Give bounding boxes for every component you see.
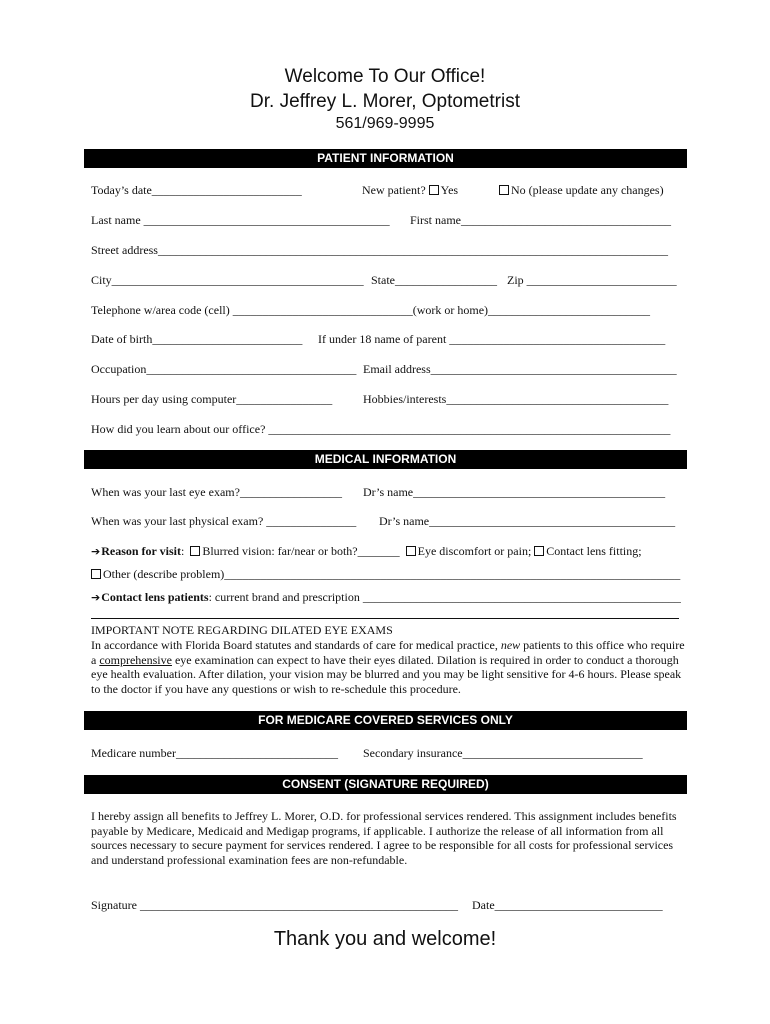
medicare-band: FOR MEDICARE COVERED SERVICES ONLY bbox=[84, 711, 687, 730]
city-field[interactable]: City__________________________________________ bbox=[91, 273, 364, 287]
parent-name-field[interactable]: If under 18 name of parent ____________________________________ bbox=[318, 332, 666, 346]
last-physical-field[interactable]: When was your last physical exam? _______________ bbox=[91, 514, 357, 528]
telephone-field[interactable]: Telephone w/area code (cell) ______________________________(work or home)___________________________ bbox=[91, 303, 651, 317]
todays-date-field[interactable]: Today’s date_________________________ bbox=[91, 183, 302, 197]
new-patient-label: New patient? bbox=[362, 183, 426, 197]
occupation-field[interactable]: Occupation___________________________________ bbox=[91, 362, 357, 376]
secondary-insurance-field[interactable]: Secondary insurance______________________________ bbox=[363, 746, 643, 760]
no-option bbox=[499, 183, 664, 197]
thank-you-message: Thank you and welcome! bbox=[273, 928, 497, 950]
reason-colon: : bbox=[181, 544, 185, 558]
physician-name-field[interactable]: Dr’s name_________________________________________ bbox=[379, 514, 676, 528]
dilation-note-title: IMPORTANT NOTE REGARDING DILATED EYE EXAMS bbox=[91, 623, 393, 637]
first-name-field[interactable]: First name___________________________________ bbox=[410, 213, 671, 227]
hobbies-field[interactable]: Hobbies/interests_____________________________________ bbox=[363, 392, 669, 406]
patient-information-band: PATIENT INFORMATION bbox=[84, 149, 687, 168]
contact-lens-row bbox=[91, 590, 681, 605]
arrow-right-icon: ➔ bbox=[91, 591, 101, 604]
eye-doctor-name-field[interactable]: Dr’s name__________________________________________ bbox=[363, 485, 666, 499]
other-checkbox-icon[interactable] bbox=[91, 569, 101, 579]
state-field[interactable]: State_________________ bbox=[371, 273, 497, 287]
medicare-number-field[interactable]: Medicare number___________________________ bbox=[91, 746, 338, 760]
consent-text: I hereby assign all benefits to Jeffrey L. Morer, O.D. for professional services rendered. This assignment includes benefits payable by Medicare, Medicaid and Medigap programs, if applicable. I authorize the release of all information from all sources necessary to secure payment for services rendered. I agree to be responsible for all costs for professional services and understand professional examination fees are non-refundable. bbox=[91, 809, 677, 868]
reason-label: Reason for visit bbox=[101, 544, 181, 558]
eye-discomfort-checkbox-icon[interactable] bbox=[406, 546, 416, 556]
office-phone: 561/969-9995 bbox=[335, 115, 435, 132]
contact-fitting-label: Contact lens fitting; bbox=[546, 544, 642, 558]
zip-field[interactable]: Zip _________________________ bbox=[507, 273, 677, 287]
contact-prescription-field[interactable]: : current brand and prescription _____________________________________________________ bbox=[208, 590, 681, 604]
yes-checkbox-icon[interactable] bbox=[429, 185, 439, 195]
eye-discomfort-label: Eye discomfort or pain; bbox=[417, 544, 532, 558]
computer-hours-field[interactable]: Hours per day using computer________________ bbox=[91, 392, 333, 406]
reason-for-visit-row bbox=[91, 544, 642, 559]
consent-band: CONSENT (SIGNATURE REQUIRED) bbox=[84, 775, 687, 794]
other-problem-row bbox=[91, 567, 680, 581]
welcome-heading: Welcome To Our Office! bbox=[284, 66, 486, 87]
last-eye-exam-field[interactable]: When was your last eye exam?_________________ bbox=[91, 485, 342, 499]
no-label: No (please update any changes) bbox=[511, 183, 664, 197]
other-problem-field[interactable]: Other (describe problem)____________________________________________________________________________ bbox=[103, 567, 681, 581]
new-patient-question bbox=[362, 183, 458, 197]
divider-line bbox=[91, 618, 679, 619]
contact-lens-label: Contact lens patients bbox=[101, 590, 209, 604]
arrow-right-icon: ➔ bbox=[91, 545, 101, 558]
street-address-field[interactable]: Street address_____________________________________________________________________________________ bbox=[91, 243, 668, 257]
last-name-field[interactable]: Last name _________________________________________ bbox=[91, 213, 390, 227]
yes-label: Yes bbox=[440, 183, 459, 197]
referral-source-field[interactable]: How did you learn about our office? ___________________________________________________________________ bbox=[91, 422, 671, 436]
blurred-vision-label: Blurred vision: far/near or both?_______ bbox=[202, 544, 400, 558]
dilation-note-text: In accordance with Florida Board statutes and standards of care for medical practice, new patients to this office who require a comprehensive eye examination can expect to have their eyes dilated. Dilation is required in order to conduct a thorough eye health evaluation. After dilation, your vision may be blurred and you may be light sensitive for 4-6 hours. Please speak to the doctor if you have any questions or wish to re-schedule this procedure. bbox=[91, 638, 685, 697]
date-of-birth-field[interactable]: Date of birth_________________________ bbox=[91, 332, 303, 346]
doctor-name: Dr. Jeffrey L. Morer, Optometrist bbox=[250, 91, 520, 112]
no-checkbox-icon[interactable] bbox=[499, 185, 509, 195]
medical-information-band: MEDICAL INFORMATION bbox=[84, 450, 687, 469]
blurred-vision-checkbox-icon[interactable] bbox=[190, 546, 200, 556]
signature-field[interactable]: Signature _____________________________________________________ bbox=[91, 898, 458, 912]
contact-fitting-checkbox-icon[interactable] bbox=[534, 546, 544, 556]
signature-date-field[interactable]: Date____________________________ bbox=[472, 898, 663, 912]
email-field[interactable]: Email address_________________________________________ bbox=[363, 362, 677, 376]
